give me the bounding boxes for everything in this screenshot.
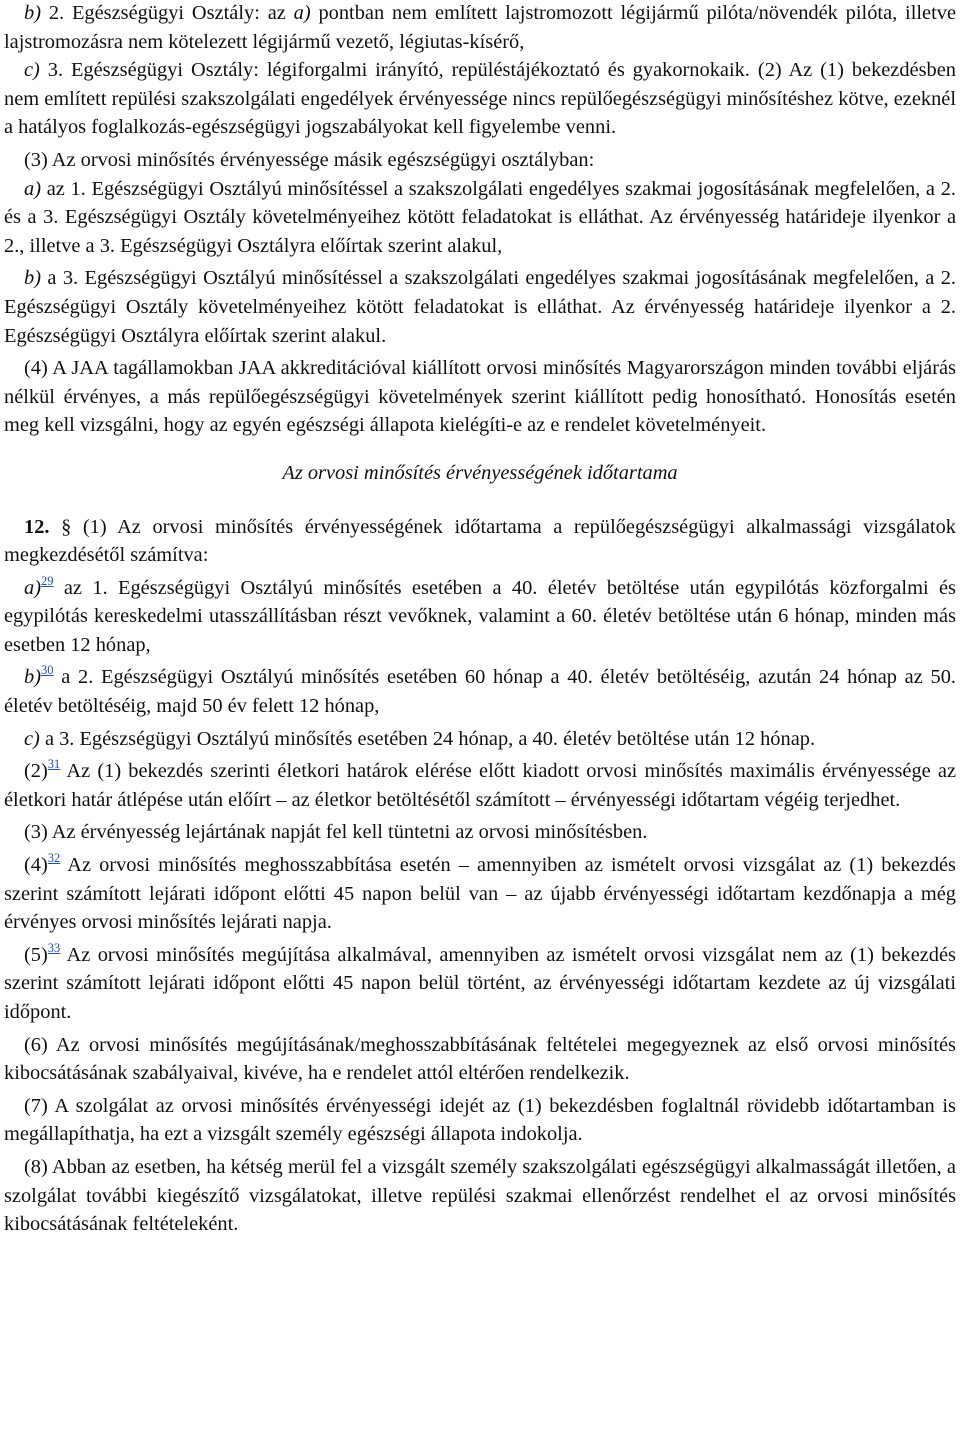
footnote-link-30[interactable]: 30 <box>41 663 54 678</box>
list-item-12c <box>4 725 956 754</box>
paragraph-text: Az (1) bekezdés szerinti életkori határok elérése előtt kiadott orvosi minősítés maximális érvényessége az életkori határ átlépése után előírt – az életkor betöltésétől számított – érvényességi időtartam végéig terjedhet. <box>4 760 956 811</box>
paragraph-12-4 <box>4 851 956 937</box>
section-12-intro <box>4 513 956 570</box>
item-text: 2. Egészségügyi Osztály: az <box>41 2 294 24</box>
item-marker: c) <box>24 59 40 82</box>
paragraph-text: Az orvosi minősítés meghosszabbítása esetén – amennyiben az ismételt orvosi vizsgálat az (1) bekezdés szerint számított lejárati időpont előtti 45 napon belül van – az újabb érvényességi időtartam kezdőnapja a még érvényes orvosi minősítés lejárati napja. <box>4 854 956 934</box>
paragraph-2: (2) Az (1) bekezdésben nem említett repülési szakszolgálati engedélyek érvényessége nincs repülőegészségügyi minősítéshez kötve, ezeknél a hatályos foglalkozás-egészségügyi jogszabályokat kell figyelembe venni. <box>4 59 956 139</box>
list-item-3b <box>4 264 956 350</box>
item-text: az 1. Egészségügyi Osztályú minősítéssel a szakszolgálati engedélyes szakmai jogosításának megfelelően, a 2. és a 3. Egészségügyi Osztály követelményeihez kötött feladatokat is elláthat. Az érvényesség határideje ilyenkor a 2., illetve a 3. Egészségügyi Osztályra előírtak szerint alakul, <box>4 177 956 257</box>
item-text: pontban nem említett lajstromozott légijármű pilóta/növendék pilóta, illetve lajstromozásra nem kötelezett légijármű vezető, légiutas-kísérő, <box>4 2 957 53</box>
item-text: a 3. Egészségügyi Osztályú minősítés esetében 24 hónap, a 40. életév betöltése után 12 hónap. <box>39 727 816 750</box>
item-marker: c) <box>24 727 40 750</box>
list-item-3a <box>4 175 956 261</box>
paragraph-12-3: (3) Az érvényesség lejártának napját fel kell tüntetni az orvosi minősítésben. <box>24 821 648 844</box>
paragraph-text: Az orvosi minősítés megújítása alkalmával, amennyiben az ismételt orvosi vizsgálat nem az (1) bekezdés szerint számított lejárati időpont előtti 45 napon belül történt, az érvényességi időtartam kezdete az új vizsgálati időpont. <box>4 943 956 1023</box>
section-intro-text: (1) Az orvosi minősítés érvényességének időtartama a repülőegészségügyi alkalmassági vizsgálatok megkezdésétől számítva: <box>4 515 956 567</box>
paragraph-12-8: (8) Abban az esetben, ha kétség merül fel a vizsgált személy szakszolgálati egészségügyi alkalmasságát illetően, a szolgálat további kiegészítő vizsgálatokat, illetve repülési szakmai ellenőrzést rendelhet el az orvosi minősítés kibocsátásának feltételeként. <box>4 1155 956 1236</box>
footnote-link-29[interactable]: 29 <box>41 573 54 588</box>
item-text: a 3. Egészségügyi Osztályú minősítéssel a szakszolgálati engedélyes szakmai jogosításának megfelelően, a 2. Egészségügyi Osztály követelményeihez kötött feladatokat is elláthat. Az érvényesség határideje ilyenkor a 2. Egészségügyi Osztályra előírtak szerint alakul. <box>4 267 956 347</box>
section-sign: § <box>61 515 72 538</box>
paragraph-label: (5) <box>24 943 48 966</box>
item-marker: b) <box>24 666 41 689</box>
paragraph-label: (4) <box>24 854 48 877</box>
paragraph-label: (2) <box>24 760 48 783</box>
paragraph-12-5 <box>4 941 956 1027</box>
paragraph-4: (4) A JAA tagállamokban JAA akkreditációval kiállított orvosi minősítés Magyarországon minden további eljárás nélkül érvényes, a más repülőegészségügyi követelmények szerint kiállított pedig honosítható. Honosítás esetén meg kell vizsgálni, hogy az egyén egészségi állapota kielégíti-e az e rendelet követelményeit. <box>4 357 956 437</box>
list-item-12b <box>4 663 956 720</box>
item-marker: b) <box>24 2 41 24</box>
item-text: a 2. Egészségügyi Osztályú minősítés esetében 60 hónap a 40. életév betöltéséig, azután 24 hónap az 50. életév betöltéséig, majd 50 év felett 12 hónap, <box>4 666 956 718</box>
inline-reference: a) <box>293 2 311 24</box>
item-marker: a) <box>24 576 41 599</box>
section-number: 12. <box>24 515 50 538</box>
item-marker: a) <box>24 177 41 200</box>
item-text: az 1. Egészségügyi Osztályú minősítés esetében a 40. életév betöltése után egypilótás közforgalmi és egypilótás kereskedelmi utasszállításban részt vevőknek, valamint a 60. életév betöltése után 6 hónap, minden más esetben 12 hónap, <box>4 576 956 656</box>
paragraph-3: (3) Az orvosi minősítés érvényessége másik egészségügyi osztályban: <box>24 148 595 171</box>
footnote-link-32[interactable]: 32 <box>47 851 61 866</box>
paragraph-12-2 <box>4 757 956 814</box>
paragraph-12-7: (7) A szolgálat az orvosi minősítés érvényességi idejét az (1) bekezdésben foglaltnál rövidebb időtartamban is megállapíthatja, ha ezt a vizsgált személy egészségi állapota indokolja. <box>4 1094 956 1146</box>
list-item-c-3 <box>4 56 956 142</box>
footnote-link-33[interactable]: 33 <box>47 940 61 955</box>
section-title: Az orvosi minősítés érvényességének időtartama <box>282 461 678 484</box>
list-item-b-2 <box>4 0 956 56</box>
item-text: 3. Egészségügyi Osztály: légiforgalmi irányító, repüléstájékoztató és gyakornokaik. <box>39 59 750 82</box>
footnote-link-31[interactable]: 31 <box>47 757 61 772</box>
item-marker: b) <box>24 267 41 290</box>
paragraph-12-6: (6) Az orvosi minősítés megújításának/meghosszabbításának feltételei megegyeznek az első orvosi minősítés kibocsátásának szabályaival, kivéve, ha e rendelet attól eltérően rendelkezik. <box>4 1033 956 1085</box>
list-item-12a <box>4 574 956 660</box>
